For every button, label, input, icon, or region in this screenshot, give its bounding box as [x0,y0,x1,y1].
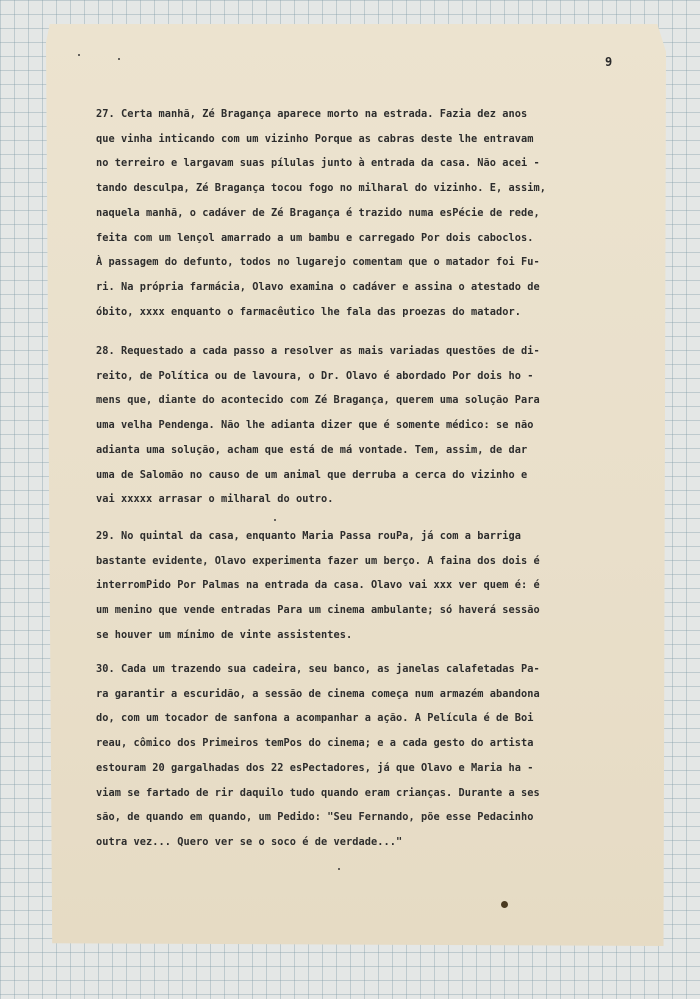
ink-speck [338,868,340,870]
text-line: adianta uma solução, acham que está de má vontade. Tem, assim, de dar [96,443,528,456]
text-line: estouram 20 gargalhadas dos 22 esPectadores, já que Olavo e Maria ha - [96,761,534,774]
ink-speck [78,54,80,56]
text-line: outra vez... Quero ver se o soco é de verdade..." [96,835,403,848]
paragraph-28 [96,339,620,512]
text-line: 28. Requestado a cada passo a resolver as mais variadas questões de di- [96,345,540,357]
text-line: reito, de Política ou de lavoura, o Dr. Olavo é abordado Por dois ho - [96,369,534,382]
text-line: viam se fartado de rir daquilo tudo quando eram crianças. Durante a ses [96,786,540,799]
text-line: bastante evidente, Olavo experimenta fazer um berço. A faina dos dois é [96,554,540,567]
text-line: tando desculpa, Zé Bragança tocou fogo no milharal do vizinho. E, assim, [96,182,546,195]
text-line: ra garantir a escuridão, a sessão de cinema começa num armazém abandona [96,687,540,700]
text-line: óbito, xxxx enquanto o farmacêutico lhe fala das proezas do matador. [96,305,521,318]
text-line: naquela manhã, o cadáver de Zé Bragança é trazido numa esPécie de rede, [96,206,540,219]
text-line: são, de quando em quando, um Pedido: "Seu Fernando, põe esse Pedacinho [96,811,534,824]
text-line: vai xxxxx arrasar o milharal do outro. [96,493,334,506]
text-line: 30. Cada um trazendo sua cadeira, seu banco, as janelas calafetadas Pa- [96,663,540,675]
text-line: 29. No quintal da casa, enquanto Maria Passa rouPa, já com a barriga [96,530,521,542]
ink-speck [501,901,508,908]
paragraph-29 [96,524,620,648]
text-line: uma de Salomão no causo de um animal que derruba a cerca do vizinho e [96,468,528,481]
ink-speck [118,58,120,60]
text-line: que vinha inticando com um vizinho Porque as cabras deste lhe entravam [96,132,534,145]
text-line: no terreiro e largavam suas pílulas junto à entrada da casa. Não acei - [96,157,540,170]
paragraph-27 [96,102,620,324]
text-line: reau, cômico dos Primeiros temPos do cinema; e a cada gesto do artista [96,737,534,750]
text-line: À passagem do defunto, todos no lugarejo comentam que o matador foi Fu- [96,256,540,269]
text-line: 27. Certa manhã, Zé Bragança aparece morto na estrada. Fazia dez anos [96,108,528,120]
text-line: ri. Na própria farmácia, Olavo examina o cadáver e assina o atestado de [96,280,540,293]
page-number: 9 [605,55,613,69]
text-line: feita com um lençol amarrado a um bambu e carregado Por dois caboclos. [96,231,534,244]
paragraph-30 [96,657,620,855]
text-line: uma velha Pendenga. Não lhe adianta dizer que é somente médico: se não [96,419,534,432]
text-line: interromPido Por Palmas na entrada da casa. Olavo vai xxx ver quem é: é [96,579,540,592]
text-line: se houver um mínimo de vinte assistentes. [96,628,353,641]
ink-speck [274,519,276,521]
text-line: mens que, diante do acontecido com Zé Bragança, querem uma solução Para [96,394,540,407]
text-line: do, com um tocador de sanfona a acompanhar a ação. A Película é de Boi [96,712,534,725]
text-line: um menino que vende entradas Para um cinema ambulante; só haverá sessão [96,604,540,617]
